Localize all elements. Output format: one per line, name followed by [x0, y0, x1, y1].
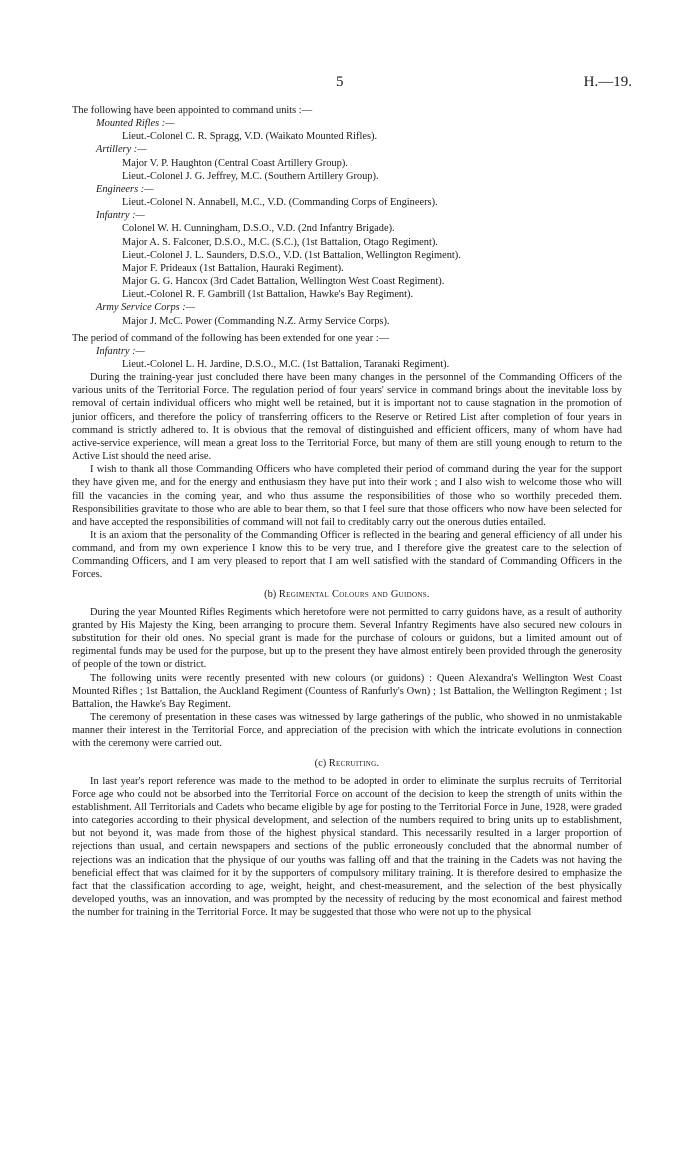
extension-intro: The period of command of the following has been extended for one year :— [72, 332, 390, 344]
extension-item: Lieut.-Colonel L. H. Jardine, D.S.O., M.C. (1st Battalion, Taranaki Regiment). [122, 358, 450, 370]
section-title: Regimental Colours and Guidons. [278, 588, 430, 600]
appointment-item: Major G. G. Hancox (3rd Cadet Battalion, Wellington West Coast Regiment). [122, 276, 445, 288]
appointment-item: Lieut.-Colonel N. Annabell, M.C., V.D. (Commanding Corps of Engineers). [122, 197, 438, 209]
section-marker: (b) [264, 588, 277, 600]
group-label-infantry-extended: Infantry :— [96, 345, 145, 357]
appointment-item: Major F. Prideaux (1st Battalion, Hauraki Regiment). [122, 262, 344, 274]
appointment-item: Major A. S. Falconer, D.S.O., M.C. (S.C.), (1st Battalion, Otago Regiment). [122, 236, 438, 248]
group-label-mounted-rifles: Mounted Rifles :— [96, 118, 175, 130]
section-heading-colours [72, 588, 622, 601]
group-label-artillery: Artillery :— [96, 144, 147, 156]
appointments-intro: The following have been appointed to command units :— [72, 105, 313, 116]
appointment-item: Lieut.-Colonel C. R. Spragg, V.D. (Waikato Mounted Rifles). [122, 131, 378, 143]
document-reference: H.—19. [583, 74, 632, 90]
appointment-item: Major V. P. Haughton (Central Coast Artillery Group). [122, 157, 348, 169]
group-label-army-service-corps: Army Service Corps :— [96, 302, 195, 314]
appointment-item: Lieut.-Colonel J. G. Jeffrey, M.C. (Southern Artillery Group). [122, 170, 379, 182]
page-number: 5 [336, 74, 344, 90]
paragraph-thanks: I wish to thank all those Commanding Officers who have completed their period of command during the year for the support they have given me, and for the energy and enthusiasm they have put into their work ; and I also wish to welcome those who will fill the vacancies in the coming year, and who thus assume the responsibilities of those who so worthily preceded them. Responsibilities gravitate to those who are able to bear them, so that I feel sure that those officers who now have been selected for and have accepted the responsibilities of command will not fail to creditably carry out the onerous duties entailed. [72, 464, 622, 528]
group-label-infantry: Infantry :— [96, 210, 145, 222]
section-title: Recruiting. [328, 757, 380, 769]
appointment-item: Colonel W. H. Cunningham, D.S.O., V.D. (2nd Infantry Brigade). [122, 223, 395, 235]
appointment-item: Major J. McC. Power (Commanding N.Z. Army Service Corps). [122, 315, 390, 327]
paragraph-guidons: During the year Mounted Rifles Regiments which heretofore were not permitted to carry guidons have, as a result of authority granted by His Majesty the King, been arranging to procure them. Several Infantry Regiments have also secured new colours in substitution for their old ones. No special grant is made for the purchase of colours or guidons, but a limited amount out of regimental funds may be used for the purpose, but up to the present they have almost entirely been provided through the generosity of people of the town or district. [72, 606, 622, 671]
paragraph-ceremony: The ceremony of presentation in these cases was witnessed by large gatherings of the public, who showed in no unmistakable manner their interest in the Territorial Force, and appreciation of the precision with which the intricate evolutions in connection with the ceremony were carried out. [72, 712, 622, 750]
group-label-engineers: Engineers :— [96, 183, 154, 195]
paragraph-recruiting: In last year's report reference was made to the method to be adopted in order to eliminate the surplus recruits of Territorial Force age who could not be absorbed into the Territorial Force on account of the decision to keep the strength of units within the establishment. All Territorials and Cadets who became eligible by age for posting to the Territorial Force in June, 1928, were graded into categories according to their physical development, and selection of the numbers required to bring units up to establishment, but not beyond it, was made from those of the highest physical standard. This necessarily resulted in a larger proportion of rejections than usual, and certain newspapers and sections of the public erroneously concluded that the abnormal number of rejections was an indication that the physique of our youths was falling off and that the training in the Cadets was not having the beneficial effect that was claimed for it by the supporters of compulsory military training. It is therefore desired to emphasize the fact that the classification according to age, weight, height, and chest-measurement, and the selection of the best physically developed youths, was an innovation, and was prompted by the necessity of reducing by the most economical and fairest method the number for training in the Territorial Force. It may be suggested that those who were not up to the physical [72, 775, 622, 919]
appointment-item: Lieut.-Colonel J. L. Saunders, D.S.O., V.D. (1st Battalion, Wellington Regiment). [122, 249, 461, 261]
paragraph-presented-units: The following units were recently presented with new colours (or guidons) : Queen Alexandra's Wellington West Coast Mounted Rifles ; 1st Battalion, the Auckland Regiment (Countess of Ranfurly's Own) ; 1st Battalion, the Wellington Regiment ; 1st Battalion, the Hawke's Bay Regiment. [72, 672, 622, 710]
paragraph-axiom: It is an axiom that the personality of the Commanding Officer is reflected in the bearing and general efficiency of all under his command, and from my own experience I know this to be very true, and I therefore give the greatest care to the selection of Commanding Officers, and I am very pleased to report that I am well satisfied with the standard of Commanding Officers in the Forces. [72, 530, 622, 581]
appointment-item: Lieut.-Colonel R. F. Gambrill (1st Battalion, Hawke's Bay Regiment). [122, 289, 414, 301]
paragraph-personnel-changes: During the training-year just concluded there have been many changes in the personnel of the Commanding Officers of the various units of the Territorial Force. The regulation period of four years' service in command brings about the inevitable loss by removal of certain individual officers who might well be retained, but it is important not to cause stagnation in the promotion of junior officers, and therefore the policy of transferring officers to the Reserve or Retired List after completion of four years in command is strictly adhered to. It is obvious that the removal of distinguished and efficient officers, many of whom have had active-service experience, will mean a great loss to the Territorial Force, but many of them are still young enough to return to the Active List should the need arise. [72, 372, 622, 463]
section-heading-recruiting [72, 757, 622, 770]
page-body [72, 104, 622, 919]
section-marker: (c) [314, 757, 327, 769]
